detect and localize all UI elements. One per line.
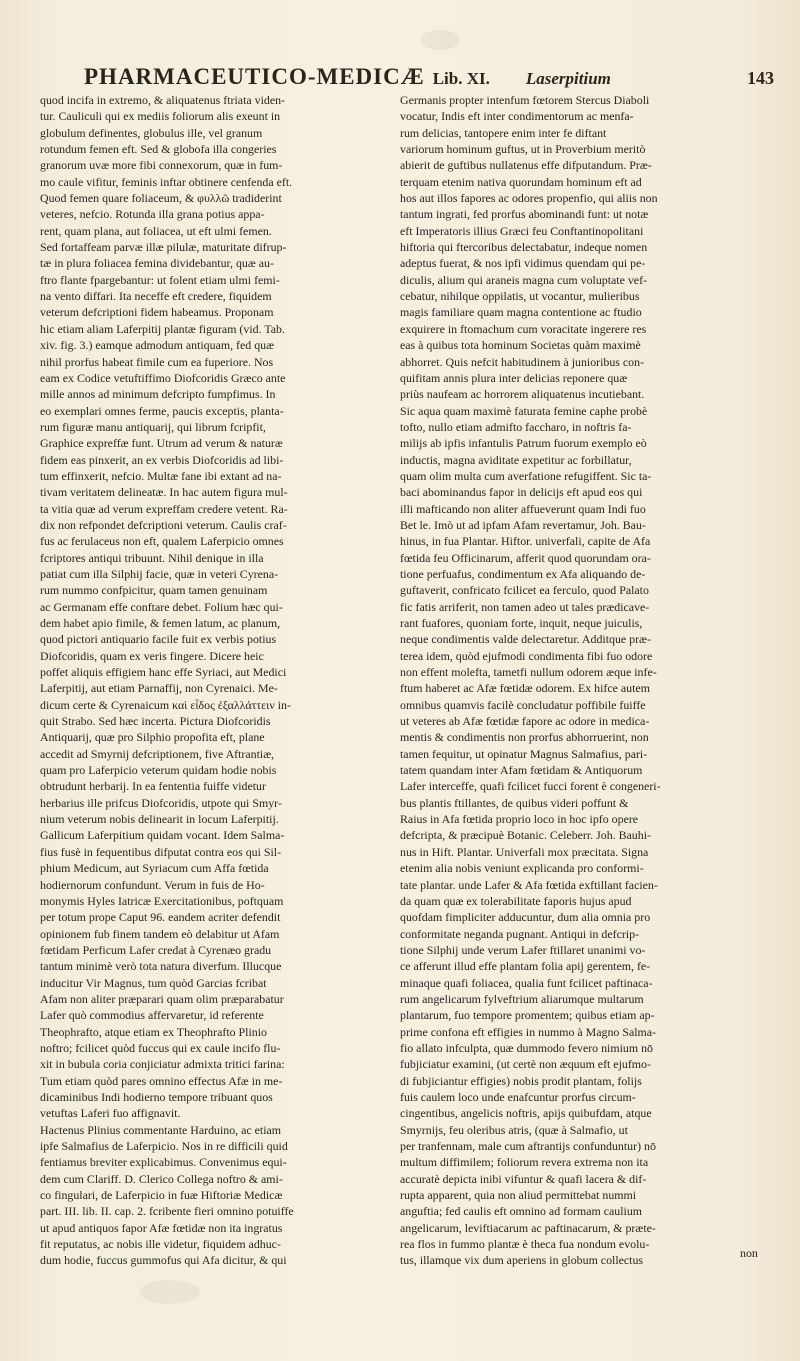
- text-line: xiv. fig. 3.) eamque admodum antiquam, fed quæ: [40, 338, 275, 353]
- running-title: PHARMACEUTICO-MEDICÆ: [84, 64, 425, 89]
- text-line: milijs ab ipfis infantulis Patrum fuorum exemplo eò: [400, 436, 647, 451]
- text-line: mille annos ad minimum defcripto fumpfimus. In: [40, 387, 276, 402]
- text-line: opinionem fub finem tandem eò delabitur ut Afam: [40, 926, 280, 941]
- text-line: dum hodie, fuccus gummofus qui Afa dicitur, & qui: [40, 1253, 287, 1268]
- text-line: co fingulari, de Laferpicio in fuæ Hiftoriæ Medicæ: [40, 1188, 283, 1203]
- text-line: rent, quam plana, aut foliacea, ut eft ulmi femen.: [40, 223, 272, 238]
- text-line: fubjiciatur examini, (ut certè non æquum eft ejufmo-: [400, 1057, 651, 1072]
- text-line: multum diffimilem; foliorum revera extrema non ita: [400, 1155, 649, 1170]
- text-line: eo exemplari omnes ferme, paucis exceptis, planta-: [40, 403, 284, 418]
- text-line: part. III. lib. II. cap. 2. fcribente fieri omnino potuiffe: [40, 1204, 294, 1219]
- text-line: da quam quæ ex tolerabilitate faporis hujus apud: [400, 893, 632, 908]
- text-line: rupta apparent, quia non aliud permittebat nummi: [400, 1188, 637, 1203]
- catchword: non: [740, 1246, 758, 1260]
- text-line: quam pro Laferpicio veterum quidam hodie nobis: [40, 763, 277, 778]
- text-line: Tum etiam quòd pares omnino effectus Afæ in me-: [40, 1073, 283, 1088]
- text-line: hos aut illos fapores ac odores propenfio, qui aliis non: [400, 191, 658, 206]
- text-line: per tranfennam, male cum aftrantijs confunduntur) nō: [400, 1139, 656, 1153]
- text-line: tatem quandam inter Afam fœtidam & Antiquorum: [400, 763, 643, 778]
- text-line: tamen fequitur, ut opinatur Magnus Salmafius, pari-: [400, 746, 648, 761]
- text-line: nium veterum nobis delinearit in locum Laferpitij.: [40, 812, 279, 827]
- text-line: exquirere in ftomachum cum voracitate ingerere res: [400, 321, 647, 336]
- text-line: ce afferunt illud effe plantam folia apij gerentem, fe-: [400, 959, 651, 974]
- section-title: Laserpitium: [525, 69, 611, 88]
- text-line: fic fatis arriferit, non tamen adeo ut tales prædicave-: [400, 599, 650, 614]
- text-line: dix non refpondet defcriptioni veterum. Caulis craf-: [40, 517, 287, 532]
- text-line: rotundum femen eft. Sed & globofa illa congeries: [40, 142, 277, 157]
- text-line: Graphice expreffæ funt. Utrum ad verum & naturæ: [40, 436, 283, 451]
- text-line: terea idem, quòd ejufmodi condimenta fibi fuo odore: [400, 648, 653, 663]
- text-line: quifitam annis plura inter delicias reponere quæ: [400, 370, 628, 385]
- text-line: Germanis propter intenfum fœtorem Stercus Diaboli: [400, 93, 650, 107]
- text-line: rea flos in fummo plantæ è theca fua nondum evolu-: [400, 1237, 650, 1252]
- text-line: accuratè depicta inibi vifuntur & quafi lacera & dif-: [400, 1171, 647, 1186]
- text-line: Sic aqua quam maximè faturata femine caphe probè: [400, 403, 648, 418]
- right-column: [400, 92, 770, 1269]
- text-line: poffet aliquis effigiem hanc effe Syriaci, aut Medici: [40, 665, 287, 680]
- text-line: tione perfuafus, condimentum ex Afa aliquando de-: [400, 566, 646, 581]
- text-line: baci abominandus fapor in delicijs eft apud eos qui: [400, 485, 643, 500]
- text-line: illi mafticando non aliter affueverunt quam Indi fuo: [400, 501, 646, 516]
- text-line: ut apud antiquos fapor Afæ fœtidæ non ita ingratus: [40, 1220, 283, 1235]
- book-number: Lib. XI.: [432, 69, 490, 88]
- text-line: mentis & condimentis non prorfus abhorruerint, non: [400, 730, 649, 745]
- text-line: quod pictori antiquario facile fuit ex verbis potius: [40, 632, 277, 647]
- text-line: rum delicias, tantopere enim inter fe diftant: [400, 125, 607, 140]
- text-line: prime confona eft effigies in nummo à Magno Salma-: [400, 1024, 657, 1039]
- text-line: Diofcoridis, quam ex veris fingere. Dicere heic: [40, 648, 264, 663]
- text-line: tur. Cauliculi qui ex mediis foliorum alis exeunt in: [40, 109, 281, 124]
- text-line: variorum hominum guftus, ut in Proverbium meritò: [400, 142, 646, 157]
- text-line: diculis, alium qui araneis magna cum voluptate vef-: [400, 272, 647, 287]
- text-line: angelicarum, leviftiacarum ac paftinacarum, & præte-: [400, 1220, 656, 1235]
- text-line: per totum prope Caput 96. eandem acriter defendit: [40, 910, 281, 925]
- text-line: fidem eas pinxerit, an ex verbis Diofcoridis ad libi-: [40, 452, 284, 467]
- text-line: noftro; fcilicet quòd fuccus qui ex caule incifo flu-: [40, 1040, 281, 1055]
- text-line: bus plantis ftillantes, de quibus videri poffunt &: [400, 795, 629, 810]
- text-line: na vento diffari. Ita neceffe eft credere, fiquidem: [40, 289, 272, 304]
- text-line: neque condimentis valde delectaretur. Additque præ-: [400, 632, 651, 647]
- text-line: vocatur, Indis eft inter condimentorum ac menfa-: [400, 109, 634, 124]
- text-line: veteres, nefcio. Rotunda illa grana potius appa-: [40, 207, 265, 222]
- text-line: non effent molefta, tametfi nullum odorem æque infe-: [400, 665, 657, 680]
- text-line: mo caule vifitur, feminis inftar obtinere cenfenda eft.: [40, 174, 293, 189]
- text-line: quod incifa in extremo, & aliquatenus ftriata viden-: [40, 93, 286, 107]
- text-line: minaque quafi foliacea, qualia funt fcilicet paftinaca-: [400, 975, 653, 990]
- text-line: hinus, in fua Plantar. Hiftor. univerfali, capite de Afa: [400, 534, 651, 549]
- text-line: Raius in Afa fœtida proprio loco in hoc ipfo opere: [400, 812, 639, 827]
- text-line: dem cum Clariff. D. Clerico Collega noftro & ami-: [40, 1171, 283, 1186]
- text-line: hiftoria qui ftercoribus delectabatur, indeque nomen: [400, 240, 648, 255]
- text-line: fœtidam Perficum Lafer credat à Cyrenæo gradu: [40, 942, 272, 957]
- text-line: Lafer quò commodius affervaretur, id referente: [40, 1008, 264, 1023]
- text-line: tione Silphij unde verum Lafer ftillaret unanimi vo-: [400, 942, 646, 957]
- text-line: dicum certe & Cyrenaicum καὶ εἶδος ἐξαλλάττειν in-: [40, 697, 291, 712]
- text-line: anguftia; fed caulis eft omnino ad formam caulium: [400, 1204, 643, 1219]
- text-line: Theophrafto, atque etiam ex Theophrafto Plinio: [40, 1024, 267, 1039]
- text-line: defcripta, & præcipuè Botanic. Celeberr. Joh. Bauhi-: [400, 828, 651, 843]
- text-line: eas à quibus tota hominum Societas quàm maximè: [400, 338, 641, 353]
- text-line: rum angelicarum fylveftrium aliarumque multarum: [400, 991, 644, 1006]
- text-line: quofdam fimpliciter adducuntur, dum alia omnia pro: [400, 910, 651, 925]
- page-number: 143: [747, 68, 774, 88]
- text-line: fio allato infculpta, quæ dummodo fevero nimium nō: [400, 1040, 653, 1055]
- text-line: tum effinxerit, nefcio. Multæ fane ibi extant ad na-: [40, 468, 282, 483]
- text-line: tivam veritatem delineatæ. In hac autem figura mul-: [40, 485, 288, 500]
- text-line: eam ex Codice vetuftiffimo Diofcoridis Græco ante: [40, 370, 286, 385]
- text-line: ta vitia quæ ad verum expreffam credere vetent. Ra-: [40, 501, 288, 516]
- text-line: Antiquarij, quæ pro Silphio propofita eft, plane: [40, 730, 265, 745]
- text-line: globulum definentes, globulus ille, vel granum: [40, 125, 263, 140]
- text-line: fœtida feu Officinarum, afferit quod quorundam ora-: [400, 550, 651, 565]
- text-line: conformitate neganda pugnant. Antiqui in defcrip-: [400, 926, 640, 941]
- text-line: ipfe Salmafius de Laferpicio. Nos in re difficili quid: [40, 1139, 288, 1153]
- text-line: xit in bubula coria conjiciatur admixta tritici farina:: [40, 1057, 285, 1072]
- text-line: eft Imperatoris illius Græci feu Conftantinopolitani: [400, 223, 644, 238]
- text-line: obtrudunt herbarij. In ea fententia fuiffe videtur: [40, 779, 266, 794]
- text-line: ut veteres ab Afæ fœtidæ fapore ac odore in medica-: [400, 714, 650, 729]
- text-line: fus ac ferulaceus non eft, qualem Laferpicio omnes: [40, 534, 284, 549]
- text-line: ftro flante fpargebantur: ut folent etiam ulmi femi-: [40, 272, 280, 287]
- text-line: Hactenus Plinius commentante Harduino, ac etiam: [40, 1122, 282, 1137]
- text-line: herbarius ille prifcus Diofcoridis, utpote qui Smyr-: [40, 795, 282, 810]
- text-line: monymis Hyles Iatricæ Exercitationibus, poftquam: [40, 893, 284, 908]
- text-line: cingentibus, angelicis noftris, apijs quibufdam, atque: [400, 1106, 652, 1121]
- text-line: omnibus quamvis facilè concludatur poffibile fuiffe: [400, 697, 646, 712]
- text-line: etenim alia nobis veniunt explicanda pro conformi-: [400, 861, 644, 876]
- text-line: abhorret. Quis nefcit habitudinem à junioribus con-: [400, 354, 645, 369]
- text-line: tantum minimè verò tota natura diverfum. Illucque: [40, 959, 282, 974]
- text-line: Quod femen quare foliaceum, & φυλλῶ tradiderint: [40, 191, 282, 206]
- text-line: tus, illamque vix dum aperiens in globum collectus: [400, 1253, 644, 1268]
- text-line: Smyrnijs, feu oleribus atris, (quæ à Salmafio, ut: [400, 1122, 628, 1137]
- text-line: hodiernorum confundunt. Verum in fuis de Ho-: [40, 877, 265, 892]
- text-line: accedit ad Smyrnij defcriptionem, five Aftrantiæ,: [40, 746, 275, 761]
- text-line: priùs naufeam ac horrorem aliquatenus incutiebant.: [400, 387, 645, 402]
- text-line: tantum ingrati, fed prorfus abominandi funt: ut notæ: [400, 207, 649, 222]
- text-line: rum figuræ manu antiquarij, qui librum fcripfit,: [40, 419, 266, 434]
- text-line: ac Germanam effe conftare debet. Folium hæc qui-: [40, 599, 283, 614]
- text-line: hic etiam aliam Laferpitij plantæ figuram (vid. Tab.: [40, 321, 285, 336]
- text-line: guftaverit, confricato fcilicet ea ferculo, quod Palato: [400, 583, 649, 598]
- text-line: fentiamus breviter explicabimus. Convenimus equi-: [40, 1155, 287, 1170]
- text-line: abierit de guftibus nullatenus effe difputandum. Præ-: [400, 158, 652, 173]
- text-line: fit reputatus, ac nobis ille videtur, fiquidem adhuc-: [40, 1237, 281, 1252]
- text-line: fuis caulem loco unde enafcuntur prorfus circum-: [400, 1089, 636, 1104]
- text-line: nihil prorfus habeat fimile cum ea fuperiore. Nos: [40, 354, 274, 369]
- text-line: Gallicum Laferpitium quidam vocant. Idem Salma-: [40, 828, 285, 843]
- text-line: granorum uvæ more fibi connexorum, quæ in fum-: [40, 158, 283, 173]
- text-line: nus in Hift. Plantar. Univerfali mox præcitata. Signa: [400, 844, 649, 859]
- text-line: Bet le. Imò ut ad ipfam Afam revertamur, Joh. Bau-: [400, 517, 646, 532]
- text-line: Laferpitij, aut etiam Parnaffij, non Cyrenaici. Me-: [40, 681, 278, 696]
- text-line: terquam etenim nativa quorundam hominum eft ad: [400, 174, 642, 189]
- text-line: veterum defcriptioni fidem habeamus. Proponam: [40, 305, 274, 320]
- text-line: di fubjiciantur effigies) nobis prodit plantam, folijs: [400, 1073, 642, 1088]
- text-line: dicaminibus Indi hodierno tempore tribuant quos: [40, 1089, 273, 1104]
- text-line: cebatur, nihilque oppilatis, ut vocantur, mulieribus: [400, 289, 640, 304]
- text-line: adeptus fuerat, & nos ipfi vidimus quendam qui pe-: [400, 256, 646, 271]
- text-line: tæ in plura foliacea femina dividebantur, quæ au-: [40, 256, 274, 271]
- text-line: rant fuafores, quoniam forte, inquit, neque juiculis,: [400, 616, 643, 630]
- text-line: tate plantar. unde Lafer & Afa fœtida exftillant facien-: [400, 877, 658, 892]
- text-line: quit Strabo. Sed hæc incerta. Pictura Diofcoridis: [40, 714, 271, 729]
- text-line: inducitur Vir Magnus, tum quòd Garcias fcribat: [40, 975, 267, 990]
- text-line: dem habet apio fimile, & femen latum, ac planum,: [40, 616, 281, 630]
- text-line: fcriptores antiqui tribuunt. Nihil denique in illa: [40, 550, 264, 565]
- text-line: magis familiare quam magna contentione ac ftudio: [400, 305, 642, 320]
- left-column: [40, 92, 400, 1269]
- text-line: ftum haberet ac Afæ fœtidæ odorem. Ex hifce autem: [400, 681, 650, 696]
- text-line: vetuftas Laferi fuo affignavit.: [40, 1106, 181, 1121]
- text-line: fius fusè in fequentibus difputat contra eos qui Sil-: [40, 844, 282, 859]
- text-line: plantarum, fuo tempore promentem; quibus etiam ap-: [400, 1008, 655, 1023]
- text-line: rum nummo confpicitur, quam tamen genuinam: [40, 583, 268, 598]
- text-line: phium Medicum, aut Syriacum cum Affa fœtida: [40, 861, 269, 876]
- text-line: Sed fortaffeam parvæ illæ pilulæ, maturitate difrup-: [40, 240, 287, 255]
- text-line: patiat cum illa Silphij facie, quæ in veteri Cyrena-: [40, 566, 279, 581]
- text-line: quam olim multa cum averfatione refugiffent. Sic ta-: [400, 468, 652, 483]
- text-line: tofto, nullo etiam admifto faccharo, in noftris fa-: [400, 419, 632, 434]
- text-line: Lafer interceffe, quafi fcilicet fucci forent è congeneri-: [400, 779, 661, 794]
- text-line: Afam non aliter præparari quam olim præparabatur: [40, 991, 284, 1006]
- text-line: inductis, magna aviditate expetitur ac forbillatur,: [400, 452, 632, 467]
